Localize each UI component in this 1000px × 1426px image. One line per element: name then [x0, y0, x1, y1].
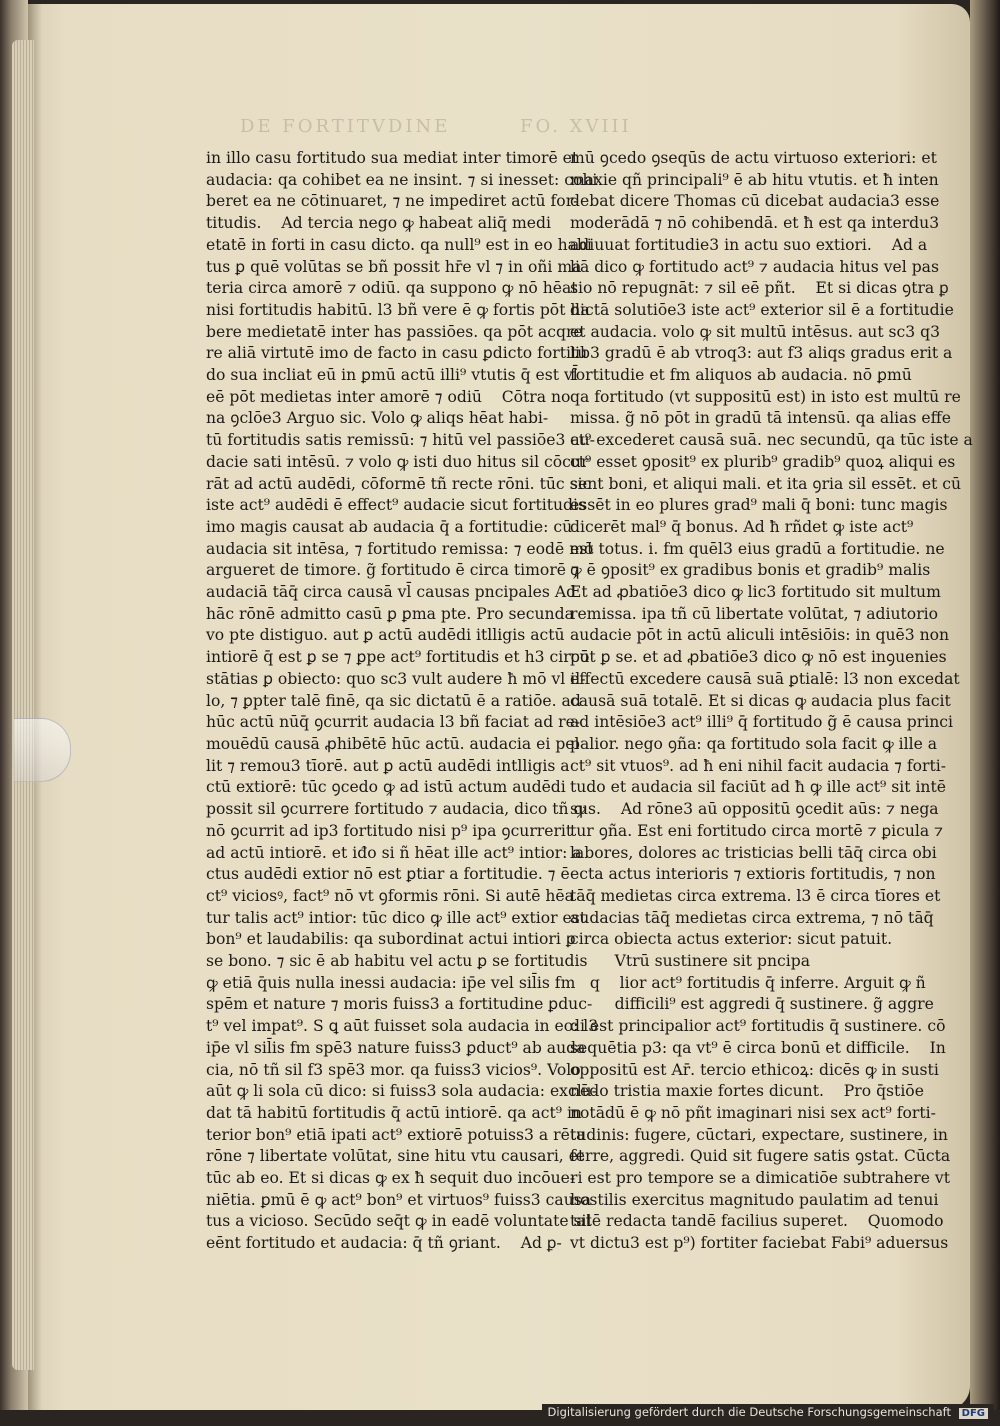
running-header-title: DE FORTITVDINE — [240, 116, 451, 137]
text-column-left: in illo casu fortitudo sua mediat inter timorē et audacia: qa cohibet ea ne insint. ⁊ si inesset: cohi beret ea ne cōtinuaret, ⁊ ne impediret actū for- titudis. Ad tercia nego ꝙ habeat aliq̄ medi etatē in forti in casu dicto. qa null⁹ est in eo habi tus ꝑ quē volūtas se bñ possit hr̄e vl ⁊ in oñi ma teria circa amorē ⁊ odiū. qa suppono ꝙ nō hēat nisi fortitudis habitū. l3 bñ vere ē ꝙ fortis pōt ha bere medietatē inter has passiōes. qa pōt acqre re aliā virtutē imo de facto in casu ꝑdicto fortitu do sua incliat eū in ꝑmū actū illi⁹ vtutis q̄ est vl̄ eē pōt medietas inter amorē ⁊ odiū Cōtra no na ꝯclōe3 Arguo sic. Volo ꝙ aliqs hēat habi- tū fortitudis satis remissū: ⁊ hitū vel passiōe3 au- dacie sati intēsū. ⁊ volo ꝙ isti duo hitus sil cōcur rāt ad actū audēdi, cōformē tñ recte rōni. tūc sic iste act⁹ audēdi ē effect⁹ audacie sicut fortitudis imo magis causat ab audacia q̄ a fortitudie: cū audacia sit intēsa, ⁊ fortitudo remissa: ⁊ eodē mō argueret de timore. g̃ fortitudo ē circa timorē ⁊ audaciā tāq̄ circa causā vl̄ causas pncipales Ad hāc rōnē admitto casū ꝑ ꝑma pte. Pro secunda vo pte distiguo. aut ꝑ actū audēdi itlligis actū intiorē q̄ est ꝑ se ⁊ ꝑpe act⁹ fortitudis et h3 circū stātias ꝑ obiecto: quo sc3 vult audere ħ mō vl il- lo, ⁊ ꝑpter talē finē, qa sic dictatū ē a ratiōe. ad hūc actū nūq̄ ꝯcurrit audacia l3 bñ faciat ad re- mouēdū causā ꝓhibētē hūc actū. audacia ei pel lit ⁊ remou3 tīorē. aut ꝑ actū audēdi intlligis a ctū extiorē: tūc ꝯcedo ꝙ ad istū actum audēdi possit sil ꝯcurrere fortitudo ⁊ audacia, dico tñ ꝙ nō ꝯcurrit ad ip3 fortitudo nisi p⁹ ipa ꝯcurrerit ad actū intiorē. et iđo si ñ hēat ille act⁹ intior: a ctus audēdi extior nō est ꝑtiar a fortitudie. ⁊ ē ct⁹ viciosꝰ, fact⁹ nō vt ꝯformis rōni. Si autē hēa tur talis act⁹ intior: tūc dico ꝙ ille act⁹ extior est bon⁹ et laudabilis: qa subordinat actui intiori ꝑ se bono. ⁊ sic ē ab habitu vel actu ꝑ se fortitudis ꝙ etiā q̄uis nulla inessi audacia: ip̄e vel sil̄is fm spēm et nature ⁊ moris fuiss3 a fortitudine ꝑduc- t⁹ vel impat⁹. S ꝗ aūt fuisset sola audacia in eo: l3 ip̄e vl sil̄is fm spē3 nature fuiss3 ꝑduct⁹ ab auda cia, nō tñ sil f3 spē3 mor. qa fuiss3 vicios⁹. Volo aūt ꝙ li sola cū dico: si fuiss3 sola audacia: exclu- dat tā habitū fortitudis q̄ actū intiorē. qa act⁹ in terior bon⁹ etiā ipati act⁹ extiorē potuiss3 a rēta rōne ⁊ libertate volūtat, sine hitu vtu causari, et tūc ab eo. Et si dicas ꝙ ex ħ sequit duo incōue- niētia. ꝑmū ē ꝙ act⁹ bon⁹ et virtuos⁹ fuiss3 causa tus a vicioso. Secūdo seq̄t ꝙ in eadē voluntate sil eēnt fortitudo et audacia: q̄ tñ ꝯriant. Ad ꝑ- — [206, 149, 599, 1253]
dfg-logo: DFG — [959, 1408, 988, 1419]
credit-text: Digitalisierung gefördert durch die Deutsche Forschungsgemeinschaft — [547, 1405, 951, 1419]
digitization-credit — [542, 1404, 994, 1424]
page-clip — [14, 718, 71, 782]
text-column-right: mū ꝯcedo ꝯseqūs de actu virtuoso exteriori: et maxie qñ principali⁹ ē ab hitu vtutis. et ħ inten debat dicere Thomas cū dicebat audacia3 esse moderādā ⁊ nō cohibendā. et ħ est qa interdu3 adiuuat fortitudie3 in actu suo extiori. Ad a liā dico ꝙ fortitudo act⁹ ⁊ audacia hitus vel pas sio nō repugnāt: ⁊ sil eē pñt. Et si dicas ꝯtra ꝑ dictā solutiōe3 iste act⁹ exterior sil ē a fortitudie et audacia. volo ꝙ sit multū intēsus. aut sc3 q3 lib3 gradū ē ab vtroq3: aut f3 aliqs gradus erit a fortitudie et fm aliquos ab audacia. nō ꝑmū qa fortitudo (vt suppositū est) in isto est multū re missa. g̃ nō pōt in gradū tā intensū. qa alias effe ct⁹ excederet causā suā. nec secundū, qa tūc iste a ct⁹ esset ꝯposit⁹ ex plurib⁹ gradib⁹ quoꝝ aliqui es sent boni, et aliqui mali. et ita ꝯria sil essēt. et cū essēt in eo plures grad⁹ mali q̄ boni: tunc magis dicerēt mal⁹ q̄ bonus. Ad ħ rñdet ꝙ iste act⁹ est totus. i. fm quēl3 eius gradū a fortitudie. ne ꝙ ē ꝯposit⁹ ex gradibus bonis et gradib⁹ malis Et ad ꝓbatiōe3 dico ꝙ lic3 fortitudo sit multum remissa. ipa tñ cū libertate volūtat, ⁊ adiutorio audacie pōt in actū aliculi intēsiōis: in quē3 non pōt ꝑ se. et ad ꝓbatiōe3 dico ꝙ nō est inꝯuenies effectū excedere causā suā ꝑtialē: l3 non excedat causā suā totalē. Et si dicas ꝙ audacia plus facit ad intēsiōe3 act⁹ illi⁹ q̄ fortitudo g̃ ē causa princi palior. nego ꝯña: qa fortitudo sola facit ꝙ ille a ct⁹ sit vtuos⁹. ad ħ eni nihil facit audacia ⁊ forti- tudo et audacia sil faciūt ad ħ ꝙ ille act⁹ sit intē sus. Ad rōne3 aū oppositū ꝯcedit aūs: ⁊ nega tur ꝯña. Est eni fortitudo circa mortē ⁊ ꝑicula ⁊ labores, dolores ac tristicias belli tāq̄ circa obi ecta actus interioris ⁊ extioris fortitudis, ⁊ non tāq̄ medietas circa extrema. l3 ē circa tīores et audacias tāq̄ medietas circa extrema, ⁊ nō tāq̄ circa obiecta actus exterior: sicut patuit. Vtrū sustinere sit pncipa q lior act⁹ fortitudis q̄ inferre. Arguit ꝙ ñ difficili⁹ est aggredi q̄ sustinere. g̃ aggre di est principalior act⁹ fortitudis q̄ sustinere. cō sequētia p3: qa vt⁹ ē circa bonū et difficile. In oppositū est Ar̄. tercio ethicoꝝ: dicēs ꝙ in susti nēdo tristia maxie fortes dicunt. Pro q̄stiōe notādū ē ꝙ nō pñt imaginari nisi sex act⁹ forti- tudinis: fugere, cūctari, expectare, sustinere, in ferre, aggredi. Quid sit fugere satis ꝯstat. Cūcta ri est pro tempore se a dimicatiōe subtrahere vt hostilis exercitus magnitudo paulatim ad tenui tatē redacta tandē facilius superet. Quomodo vt dictu3 est p⁹) fortiter faciebat Fabi⁹ aduersus — [570, 149, 973, 1253]
book-right-edge — [970, 0, 1000, 1410]
book-page-stack — [12, 40, 34, 1370]
folio-number: FO. XVIII — [520, 116, 632, 137]
running-header — [240, 116, 740, 142]
